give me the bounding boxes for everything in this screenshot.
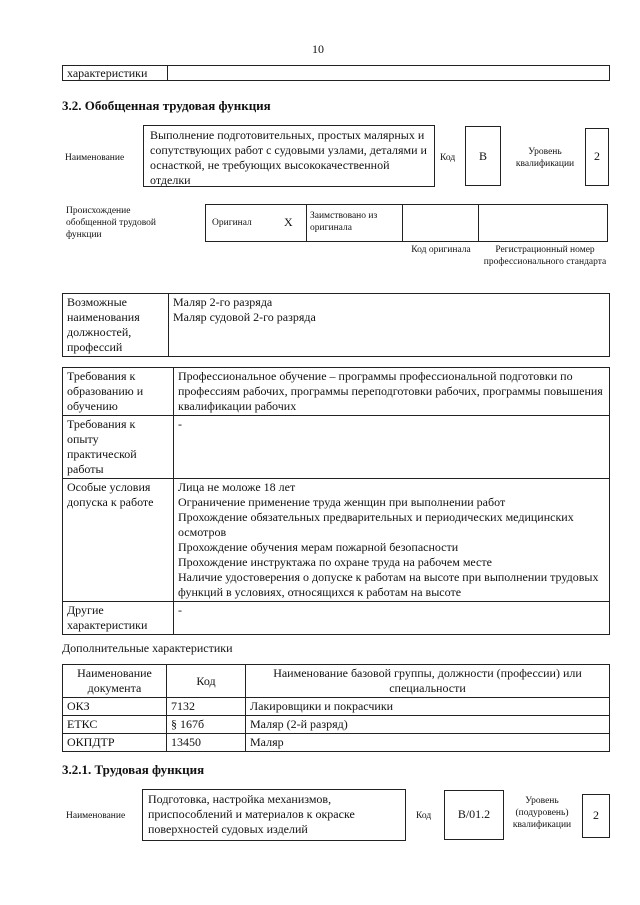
table-cell: ЕТКС	[63, 716, 167, 734]
table-cell: § 167б	[167, 716, 246, 734]
table-cell: 13450	[167, 734, 246, 752]
origin-code-caption: Код оригинала	[411, 245, 471, 255]
sub-level-value-box: 2	[582, 794, 610, 838]
req-value: -	[174, 416, 610, 479]
table-cell: Маляр	[246, 734, 610, 752]
subsection-title: 3.2.1. Трудовая функция	[62, 762, 205, 777]
req-value: Профессиональное обучение – программы профессиональной подготовки по профессиям рабочих, программы переподготовки рабочих, программы повышения квалификации рабочих	[174, 368, 610, 416]
sub-function-name-box: Подготовка, настройка механизмов, приспособлений и материалов к окраске поверхностей судовых изделий	[142, 789, 406, 841]
function-name-box: Выполнение подготовительных, простых малярных и сопутствующих работ с судовыми узлами, деталями и оснасткой, не требующих высококачественной отделки	[143, 125, 435, 187]
table-row	[63, 698, 610, 716]
table-cell: Лакировщики и покрасчики	[246, 698, 610, 716]
header-cell: Наименование документа	[63, 665, 167, 698]
position-item: Маляр судовой 2-го разряда	[173, 310, 316, 324]
divider	[402, 205, 403, 241]
sub-code-label: Код	[416, 811, 432, 821]
table-cell: ОКПДТР	[63, 734, 167, 752]
divider	[306, 205, 307, 241]
table-cell: 7132	[167, 698, 246, 716]
req-label: Требования к опыту практической работы	[63, 416, 174, 479]
additional-title: Дополнительные характеристики	[62, 641, 233, 655]
page-number: 10	[312, 42, 324, 56]
code-value-box: B	[465, 126, 501, 186]
positions-label: Возможные наименования должностей, профессий	[63, 294, 169, 357]
position-item: Маляр 2-го разряда	[173, 295, 273, 309]
sub-name-label: Наименование	[66, 811, 126, 821]
original-label: Оригинал	[212, 218, 252, 228]
borrowed-label: Заимствовано из оригинала	[310, 211, 378, 233]
positions-values	[169, 294, 610, 357]
table-row	[63, 716, 610, 734]
section-title: 3.2. Обобщенная трудовая функция	[62, 98, 271, 113]
origin-label: Происхождение обобщенной трудовой функции	[66, 206, 156, 240]
req-label: Особые условия допуска к работе	[63, 479, 174, 602]
divider	[167, 66, 168, 80]
additional-table	[62, 664, 610, 752]
table-row	[63, 734, 610, 752]
sub-code-value-box: B/01.2	[444, 790, 504, 840]
req-line: Наличие удостоверения о допуске к работам на высоте при выполнении трудовых функций в условиях, относящихся к работам на высоте	[178, 570, 599, 599]
positions-table	[62, 293, 610, 357]
req-label: Требования к образованию и обучению	[63, 368, 174, 416]
req-line: Лица не моложе 18 лет	[178, 480, 296, 494]
req-line: Прохождение инструктажа по охране труда на рабочем месте	[178, 555, 492, 569]
table-cell: Маляр (2-й разряд)	[246, 716, 610, 734]
code-label: Код	[440, 153, 456, 163]
divider	[478, 205, 479, 241]
req-value-list	[174, 479, 610, 602]
level-label: Уровень квалификации	[515, 147, 575, 169]
original-mark: X	[284, 215, 293, 229]
top-continuation-row	[62, 65, 610, 81]
reg-number-caption: Регистрационный номер профессионального стандарта	[483, 245, 607, 267]
table-cell: ОКЗ	[63, 698, 167, 716]
level-value-box: 2	[585, 128, 609, 186]
req-value: -	[174, 602, 610, 635]
name-label: Наименование	[65, 153, 125, 163]
req-line: Прохождение обязательных предварительных и периодических медицинских осмотров	[178, 510, 574, 539]
req-line: Ограничение применение труда женщин при выполнении работ	[178, 495, 506, 509]
sub-level-label: Уровень (подуровень) квалификации	[512, 796, 572, 830]
req-label: Другие характеристики	[63, 602, 174, 635]
header-cell: Наименование базовой группы, должности (профессии) или специальности	[246, 665, 610, 698]
top-row-label: характеристики	[67, 66, 148, 80]
origin-table	[205, 204, 608, 242]
req-line: Прохождение обучения мерам пожарной безопасности	[178, 540, 459, 554]
header-cell: Код	[167, 665, 246, 698]
requirements-table	[62, 367, 610, 635]
